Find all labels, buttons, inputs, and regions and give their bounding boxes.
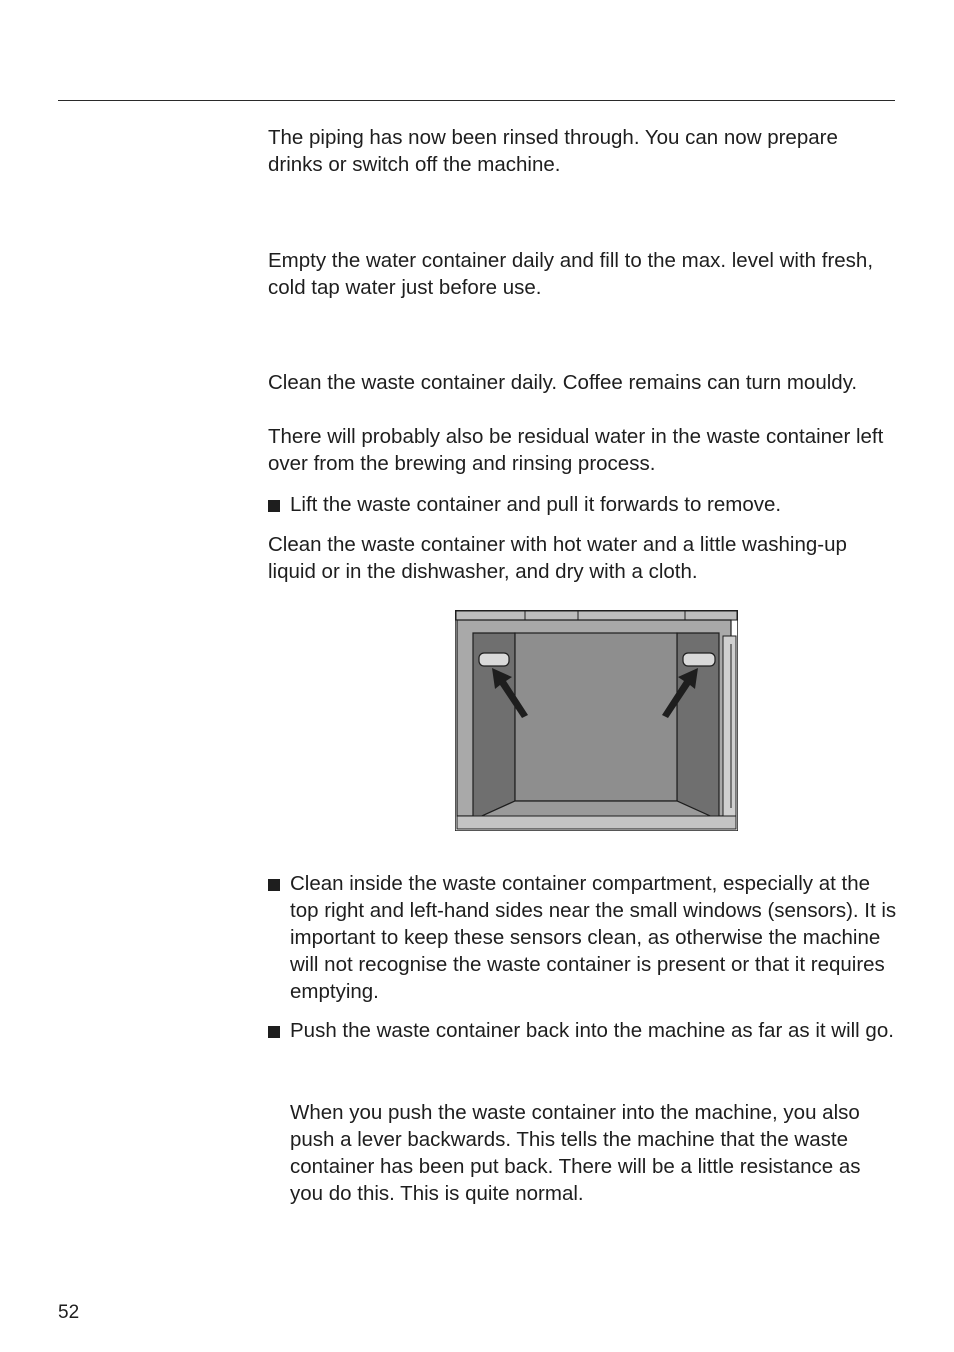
header-rule (58, 100, 895, 101)
clean-inside-bullet (268, 870, 898, 1005)
bullet-square-icon (268, 879, 280, 891)
right-sensor-window (683, 653, 715, 666)
residual-water-paragraph: There will probably also be residual water in the waste container left over from the brewing and rinsing process. (268, 425, 884, 475)
push-back-bullet-text: Push the waste container back into the machine as far as it will go. (290, 1019, 894, 1042)
push-back-bullet (268, 1017, 898, 1044)
lift-bullet (268, 491, 898, 518)
bottom-strip (457, 816, 736, 829)
bullet-square-icon (268, 500, 280, 512)
clean-inside-bullet-text: Clean inside the waste container compartment, especially at the top right and left-hand sides near the small windows (sensors). It is important to keep these sensors clean, as otherwise the machine will not recognise the waste container is present or that it requires emptying. (290, 872, 897, 1003)
top-strip (456, 611, 737, 620)
left-sensor-window (479, 653, 509, 666)
lift-bullet-text: Lift the waste container and pull it forwards to remove. (290, 493, 782, 516)
waste-daily-paragraph: Clean the waste container daily. Coffee remains can turn mouldy. (268, 371, 858, 394)
waste-compartment-sensors-illustration (455, 610, 738, 831)
page-number: 52 (58, 1302, 80, 1323)
rinsed-paragraph: The piping has now been rinsed through. You can now prepare drinks or switch off the machine. (268, 126, 838, 176)
bullet-square-icon (268, 1026, 280, 1038)
clean-container-paragraph: Clean the waste container with hot water and a little washing-up liquid or in the dishwasher, and dry with a cloth. (268, 533, 847, 583)
back-wall (515, 633, 677, 801)
lever-note-paragraph: When you push the waste container into the machine, you also push a lever backwards. This tells the machine that the waste container has been put back. There will be a little resistance as you do this. This is quite normal. (290, 1101, 861, 1205)
water-container-paragraph: Empty the water container daily and fill to the max. level with fresh, cold tap water just before use. (268, 249, 874, 299)
door-edge (723, 636, 736, 816)
